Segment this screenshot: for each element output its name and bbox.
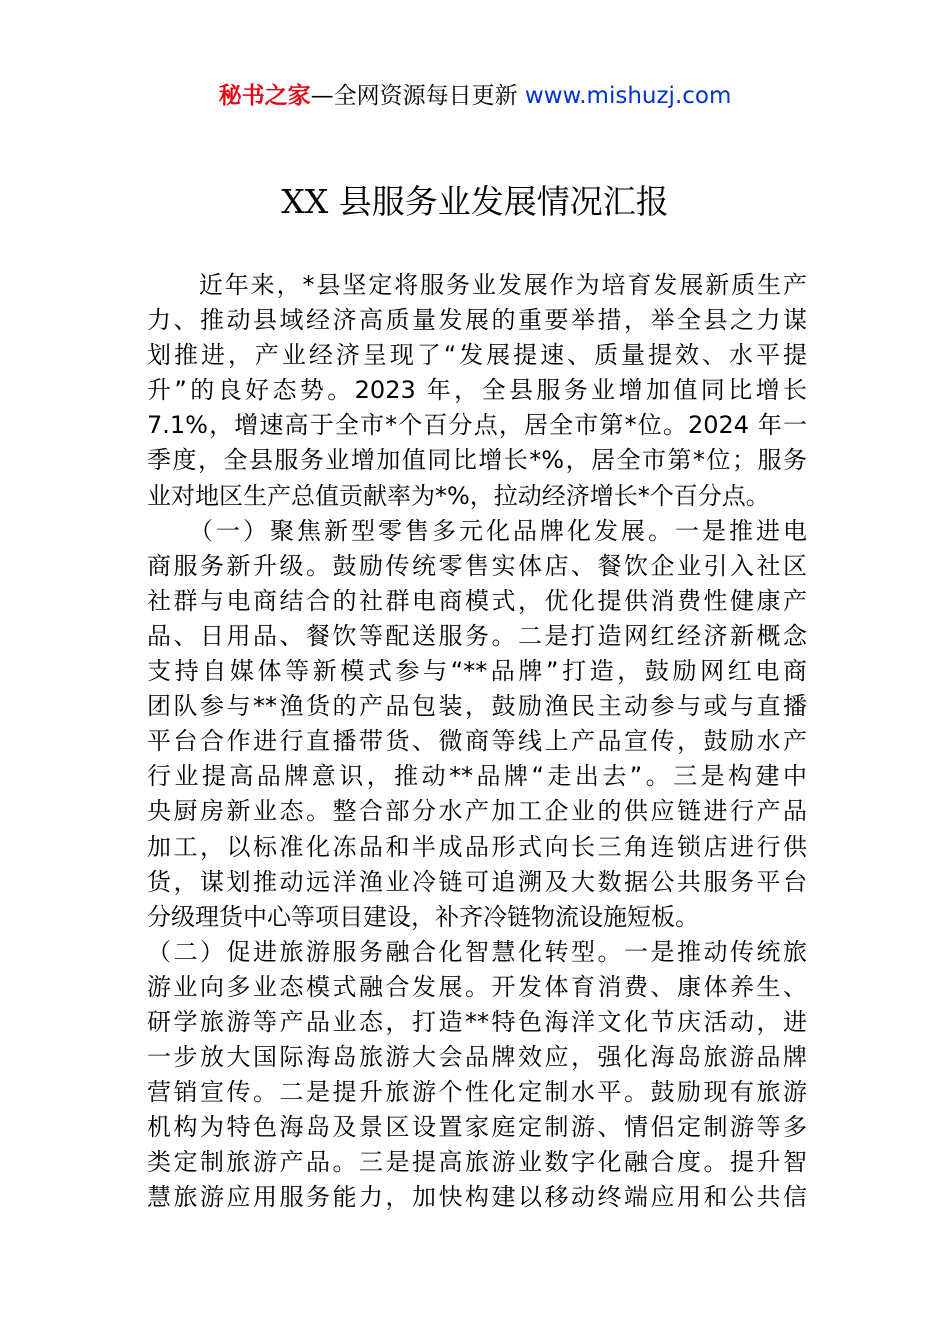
body-line: 平台合作进行直播带货、微商等线上产品宣传，鼓励水产 — [147, 727, 807, 756]
body-line: 品、日用品、餐饮等配送服务。二是打造网红经济新概念 — [147, 621, 807, 650]
site-url-link[interactable]: www.mishuzj.com — [524, 83, 732, 109]
body-line: 7.1%，增速高于全市*个百分点，居全市第*位。2024 年一 — [147, 411, 807, 440]
body-line: 升”的良好态势。2023 年，全县服务业增加值同比增长 — [147, 376, 807, 405]
body-line: 行业提高品牌意识，推动**品牌“走出去”。三是构建中 — [147, 762, 807, 791]
body-line: 划推进，产业经济呈现了“发展提速、质量提效、水平提 — [147, 341, 807, 370]
body-line: 社群与电商结合的社群电商模式，优化提供消费性健康产 — [147, 586, 807, 615]
site-header — [0, 80, 950, 112]
body-line: 分级理货中心等项目建设，补齐冷链物流设施短板。 — [147, 902, 699, 931]
body-line: 商服务新升级。鼓励传统零售实体店、餐饮企业引入社区 — [147, 551, 807, 580]
header-dash: — — [310, 83, 334, 109]
body-line: 团队参与**渔货的产品包装，鼓励渔民主动参与或与直播 — [147, 692, 807, 721]
body-line: 一步放大国际海岛旅游大会品牌效应，强化海岛旅游品牌 — [147, 1043, 807, 1072]
brand-name: 秘书之家 — [218, 83, 311, 109]
body-line: 加工，以标准化冻品和半成品形式向长三角连锁店进行供 — [147, 832, 807, 861]
body-line: （二）促进旅游服务融合化智慧化转型。一是推动传统旅 — [147, 937, 807, 966]
body-line: 研学旅游等产品业态，打造**特色海洋文化节庆活动，进 — [147, 1007, 807, 1036]
header-tagline: 全网资源每日更新 — [333, 83, 518, 109]
body-line: 营销宣传。二是提升旅游个性化定制水平。鼓励现有旅游 — [147, 1078, 807, 1107]
document-title: XX 县服务业发展情况汇报 — [281, 182, 669, 221]
body-line: 机构为特色海岛及景区设置家庭定制游、情侣定制游等多 — [147, 1113, 807, 1142]
body-line: 央厨房新业态。整合部分水产加工企业的供应链进行产品 — [147, 797, 807, 826]
body-line: 业对地区生产总值贡献率为*%，拉动经济增长*个百分点。 — [147, 481, 770, 510]
body-line: 类定制旅游产品。三是提高旅游业数字化融合度。提升智 — [147, 1148, 807, 1177]
body-line: 慧旅游应用服务能力，加快构建以移动终端应用和公共信 — [147, 1183, 807, 1212]
body-line: 季度，全县服务业增加值同比增长*%，居全市第*位；服务 — [147, 446, 807, 475]
body-line: 货，谋划推动远洋渔业冷链可追溯及大数据公共服务平台 — [147, 867, 807, 896]
body-line: （一）聚焦新型零售多元化品牌化发展。一是推进电 — [147, 516, 807, 545]
body-line: 力、推动县域经济高质量发展的重要举措，举全县之力谋 — [147, 306, 807, 335]
body-line: 近年来，*县坚定将服务业发展作为培育发展新质生产 — [147, 271, 807, 299]
body-line: 支持自媒体等新模式参与“**品牌”打造，鼓励网红电商 — [147, 657, 807, 686]
document-body — [147, 268, 807, 1216]
body-line: 游业向多业态模式融合发展。开发体育消费、康体养生、 — [147, 972, 807, 1001]
